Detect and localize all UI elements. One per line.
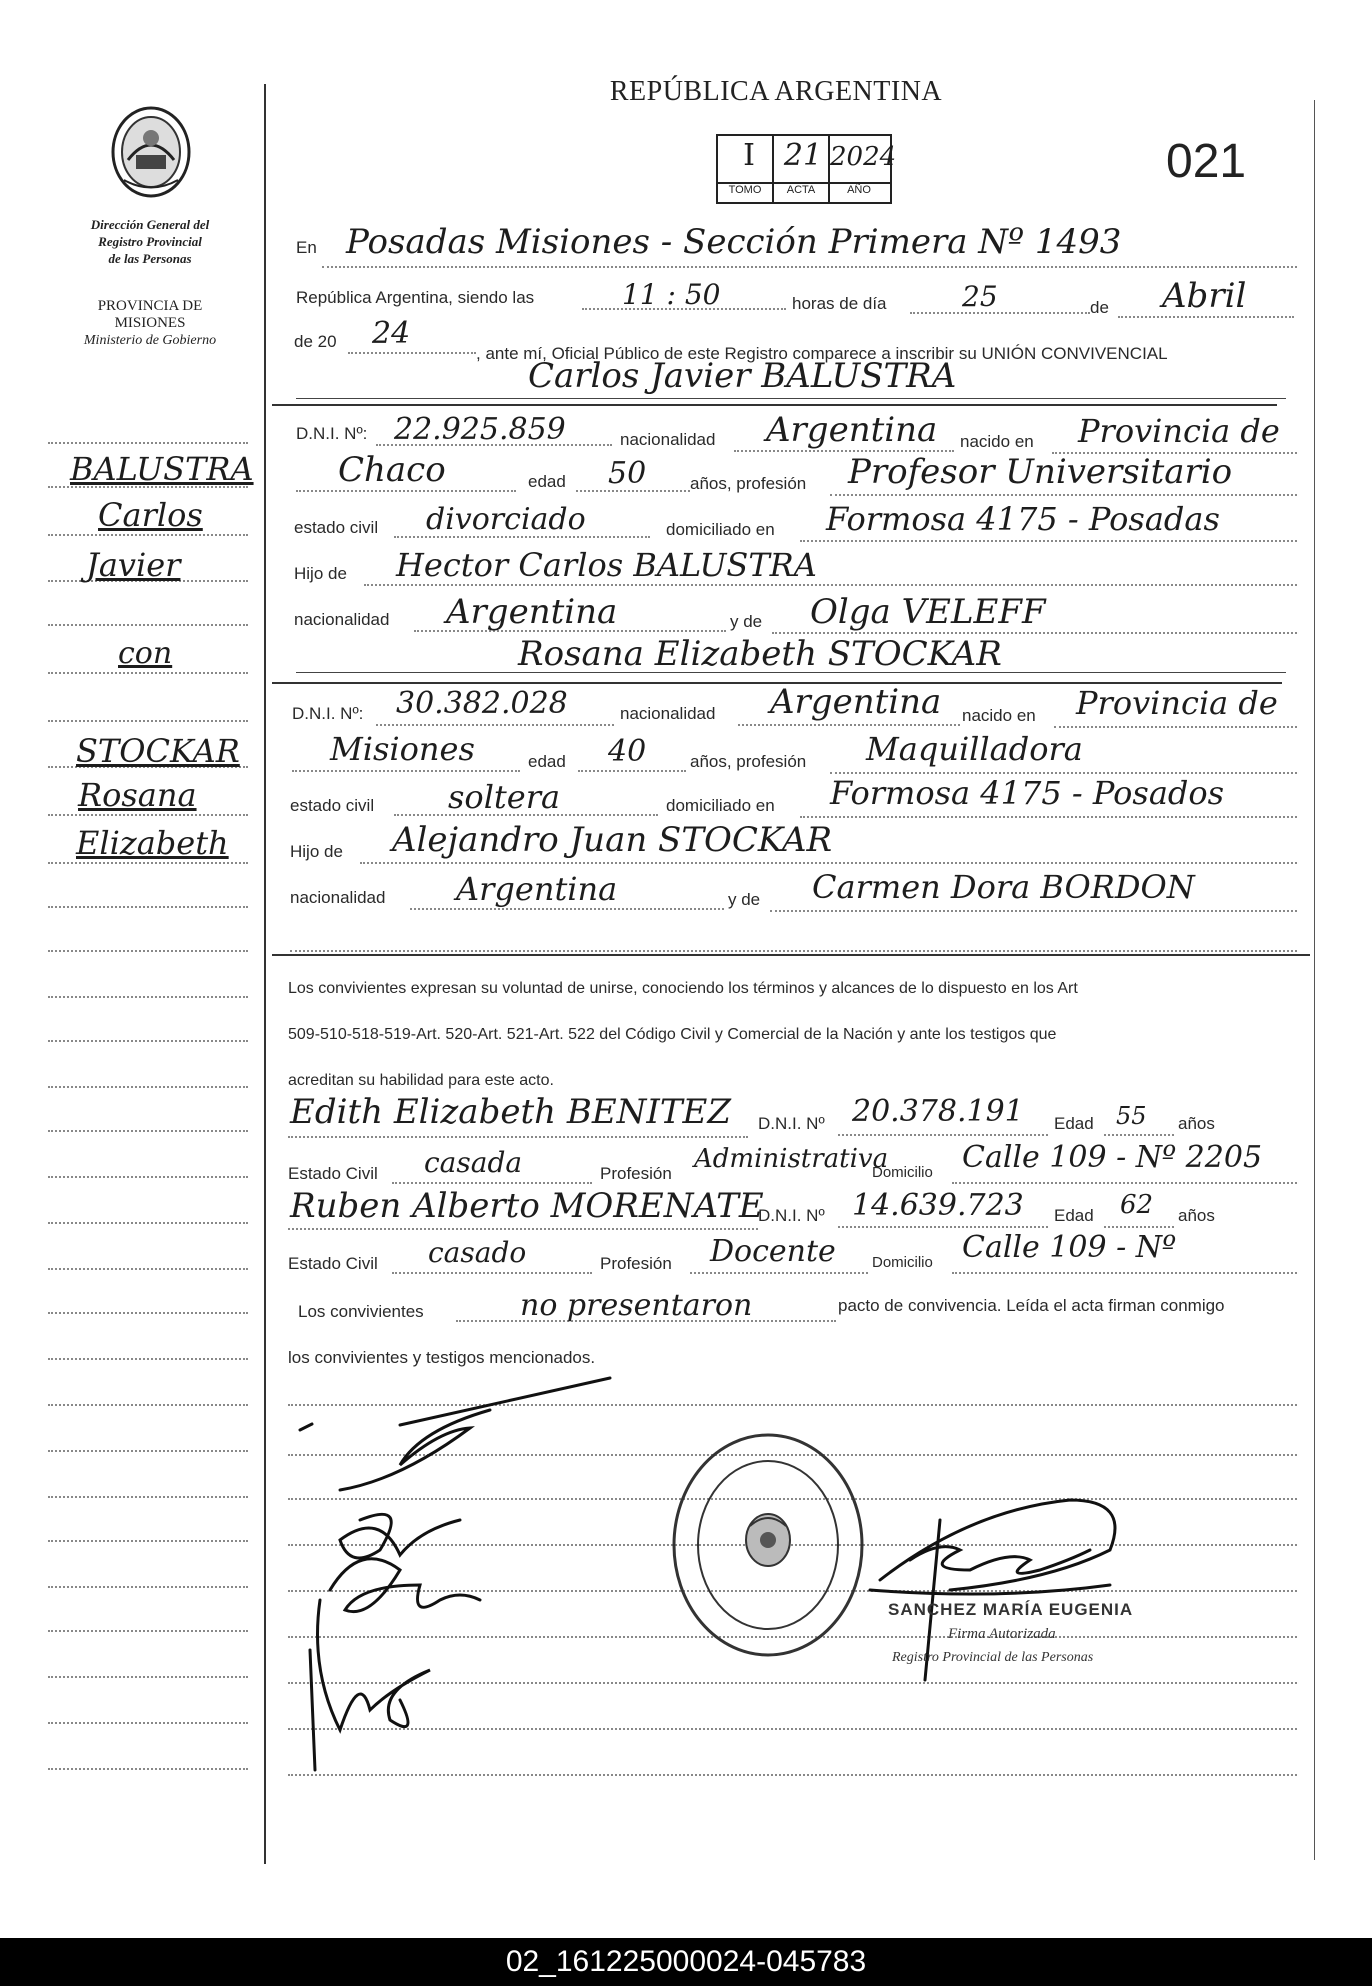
p2-age: 40: [608, 734, 647, 769]
p2-nacido-label: nacido en: [962, 706, 1036, 725]
p2-birthplace-1: Provincia de: [1076, 684, 1278, 722]
margin-firstname-2: Rosana: [78, 776, 197, 814]
p2-anios-label: años, profesión: [690, 752, 807, 771]
w1-name: Edith Elizabeth BENITEZ: [290, 1092, 731, 1132]
year-prefix: de 20: [294, 332, 337, 351]
p2-edad-label: edad: [528, 752, 566, 771]
org-line-1: Dirección General del: [90, 217, 210, 232]
official-org: Registro Provincial de las Personas: [892, 1650, 1094, 1665]
margin-middlename-1: Javier: [86, 546, 181, 584]
coat-of-arms-icon: [106, 100, 196, 200]
left-margin-line: [264, 84, 266, 1864]
year-suffix: 24: [372, 316, 411, 351]
de-label: de: [1090, 298, 1109, 317]
p1-yde-label: y de: [730, 612, 763, 631]
declaration-line-1: Los convivientes expresan su voluntad de unirse, conociendo los términos y alcances de lo dispuesto en los Art: [288, 980, 1078, 997]
p1-age: 50: [608, 456, 647, 491]
w1-dom-label: Domicilio: [872, 1164, 933, 1181]
w1-prof-label: Profesión: [600, 1164, 672, 1183]
p2-dni-label: D.N.I. Nº:: [292, 704, 364, 723]
p2-hijo-label: Hijo de: [290, 842, 343, 861]
footer-id: 02_161225000024-045783: [0, 1938, 1372, 1986]
declaration-line-3: acreditan su habilidad para este acto.: [288, 1072, 554, 1089]
p1-parents-nationality: Argentina: [446, 592, 618, 632]
p2-profession: Maquilladora: [866, 730, 1083, 768]
p1-nacido-label: nacido en: [960, 432, 1034, 451]
w2-profession: Docente: [710, 1234, 836, 1269]
margin-firstname-1: Carlos: [98, 496, 203, 534]
witness-signatures-image: [290, 1370, 650, 1790]
person1-name-field: Carlos Javier BALUSTRA: [528, 356, 957, 396]
anio-label: AÑO: [847, 184, 871, 196]
w1-edad-label: Edad: [1054, 1114, 1094, 1133]
p1-nationality: Argentina: [766, 410, 938, 450]
w2-dom-label: Domicilio: [872, 1254, 933, 1271]
document-title: REPÚBLICA ARGENTINA: [609, 76, 943, 107]
margin-surname-2: STOCKAR: [76, 732, 240, 770]
p1-dom-label: domiciliado en: [666, 520, 775, 539]
w1-address: Calle 109 - Nº 2205: [962, 1140, 1263, 1175]
place-field: Posadas Misiones - Sección Primera Nº 1493: [346, 222, 1122, 262]
en-label: En: [296, 238, 317, 257]
official-seal-icon: [668, 1430, 868, 1660]
day-field: 25: [962, 280, 998, 313]
w1-civil: casada: [424, 1146, 523, 1179]
org-line-3: de las Personas: [108, 251, 192, 266]
w2-anios-label: años: [1178, 1206, 1215, 1225]
w2-civil-label: Estado Civil: [288, 1254, 378, 1273]
p1-birthplace-2: Chaco: [338, 450, 446, 490]
p1-address: Formosa 4175 - Posadas: [826, 500, 1220, 538]
time-field: 11 : 50: [622, 278, 721, 311]
prov-line-2: MISIONES: [114, 315, 186, 331]
person2-name-field: Rosana Elizabeth STOCKAR: [518, 634, 1002, 674]
p2-civil-label: estado civil: [290, 796, 375, 815]
w2-dni: 14.639.723: [852, 1188, 1024, 1223]
p2-mother: Carmen Dora BORDON: [812, 868, 1195, 906]
p1-nac2-label: nacionalidad: [294, 610, 390, 629]
official-name: SANCHEZ MARÍA EUGENIA: [888, 1600, 1134, 1619]
section-divider-1: [272, 404, 1277, 406]
p1-father: Hector Carlos BALUSTRA: [396, 546, 817, 584]
p2-nac-label: nacionalidad: [620, 704, 716, 723]
w1-age: 55: [1116, 1102, 1147, 1130]
p1-anios-label: años, profesión: [690, 474, 807, 493]
p1-mother: Olga VELEFF: [810, 592, 1046, 632]
p2-parents-nationality: Argentina: [456, 870, 618, 908]
p1-edad-label: edad: [528, 472, 566, 491]
p1-hijo-label: Hijo de: [294, 564, 347, 583]
closing-pact: no presentaron: [520, 1288, 753, 1323]
w2-age: 62: [1120, 1190, 1154, 1220]
month-field: Abril: [1162, 276, 1247, 316]
w2-edad-label: Edad: [1054, 1206, 1094, 1225]
acta-value: 21: [783, 138, 823, 173]
closing-conv-label: Los convivientes: [298, 1302, 424, 1321]
w2-address: Calle 109 - Nº: [962, 1230, 1177, 1265]
w2-prof-label: Profesión: [600, 1254, 672, 1273]
w1-dni: 20.378.191: [852, 1094, 1024, 1129]
p2-nac2-label: nacionalidad: [290, 888, 386, 907]
p2-civil: soltera: [448, 778, 561, 816]
p2-dom-label: domiciliado en: [666, 796, 775, 815]
tomo-label: TOMO: [728, 184, 762, 196]
p2-yde-label: y de: [728, 890, 761, 909]
declaration-line-2: 509-510-518-519-Art. 520-Art. 521-Art. 522 del Código Civil y Comercial de la Nación y ante los testigos que: [288, 1026, 1057, 1043]
p1-civil: divorciado: [426, 502, 586, 537]
horas-label: horas de día: [792, 294, 887, 313]
p1-birthplace-1: Provincia de: [1078, 412, 1280, 450]
p1-dni-label: D.N.I. Nº:: [296, 424, 368, 443]
section-divider-3: [272, 954, 1310, 956]
anio-value: 2024: [830, 142, 897, 172]
w1-dni-label: D.N.I. Nº: [758, 1114, 825, 1133]
prov-line-1: PROVINCIA DE: [97, 298, 203, 314]
p2-nationality: Argentina: [770, 682, 942, 722]
closing-pact-text: pacto de convivencia. Leída el acta firman conmigo: [838, 1296, 1225, 1315]
margin-con: con: [118, 636, 173, 671]
p1-dni: 22.925.859: [394, 412, 566, 447]
margin-surname-1: BALUSTRA: [70, 450, 254, 488]
p2-address: Formosa 4175 - Posados: [830, 774, 1225, 812]
w1-anios-label: años: [1178, 1114, 1215, 1133]
official-role: Firma Autorizada: [948, 1626, 1056, 1642]
p2-dni: 30.382.028: [396, 686, 568, 721]
p1-civil-label: estado civil: [294, 518, 379, 537]
w2-name: Ruben Alberto MORENATE: [290, 1186, 764, 1226]
w1-civil-label: Estado Civil: [288, 1164, 378, 1183]
acta-number: 021: [1166, 135, 1247, 188]
margin-middlename-2: Elizabeth: [76, 824, 229, 862]
org-line-2: Registro Provincial: [98, 234, 202, 249]
tomo-value: I: [743, 138, 755, 173]
acta-label: ACTA: [786, 184, 816, 196]
w1-profession: Administrativa: [694, 1144, 889, 1174]
p2-father: Alejandro Juan STOCKAR: [392, 820, 833, 860]
prov-line-3: Ministerio de Gobierno: [83, 333, 217, 348]
p1-profession: Profesor Universitario: [848, 452, 1233, 492]
w2-civil: casado: [428, 1236, 527, 1269]
p1-nac-label: nacionalidad: [620, 430, 716, 449]
p2-birthplace-2: Misiones: [330, 730, 475, 768]
republic-label: República Argentina, siendo las: [296, 288, 535, 307]
intro-text: , ante mí, Oficial Público de este Registro comparece a inscribir su UNIÓN CONVIVENCIAL: [476, 344, 1168, 363]
right-margin-line: [1314, 100, 1315, 1860]
closing-line-2: los convivientes y testigos mencionados.: [288, 1348, 596, 1367]
w2-dni-label: D.N.I. Nº: [758, 1206, 825, 1225]
